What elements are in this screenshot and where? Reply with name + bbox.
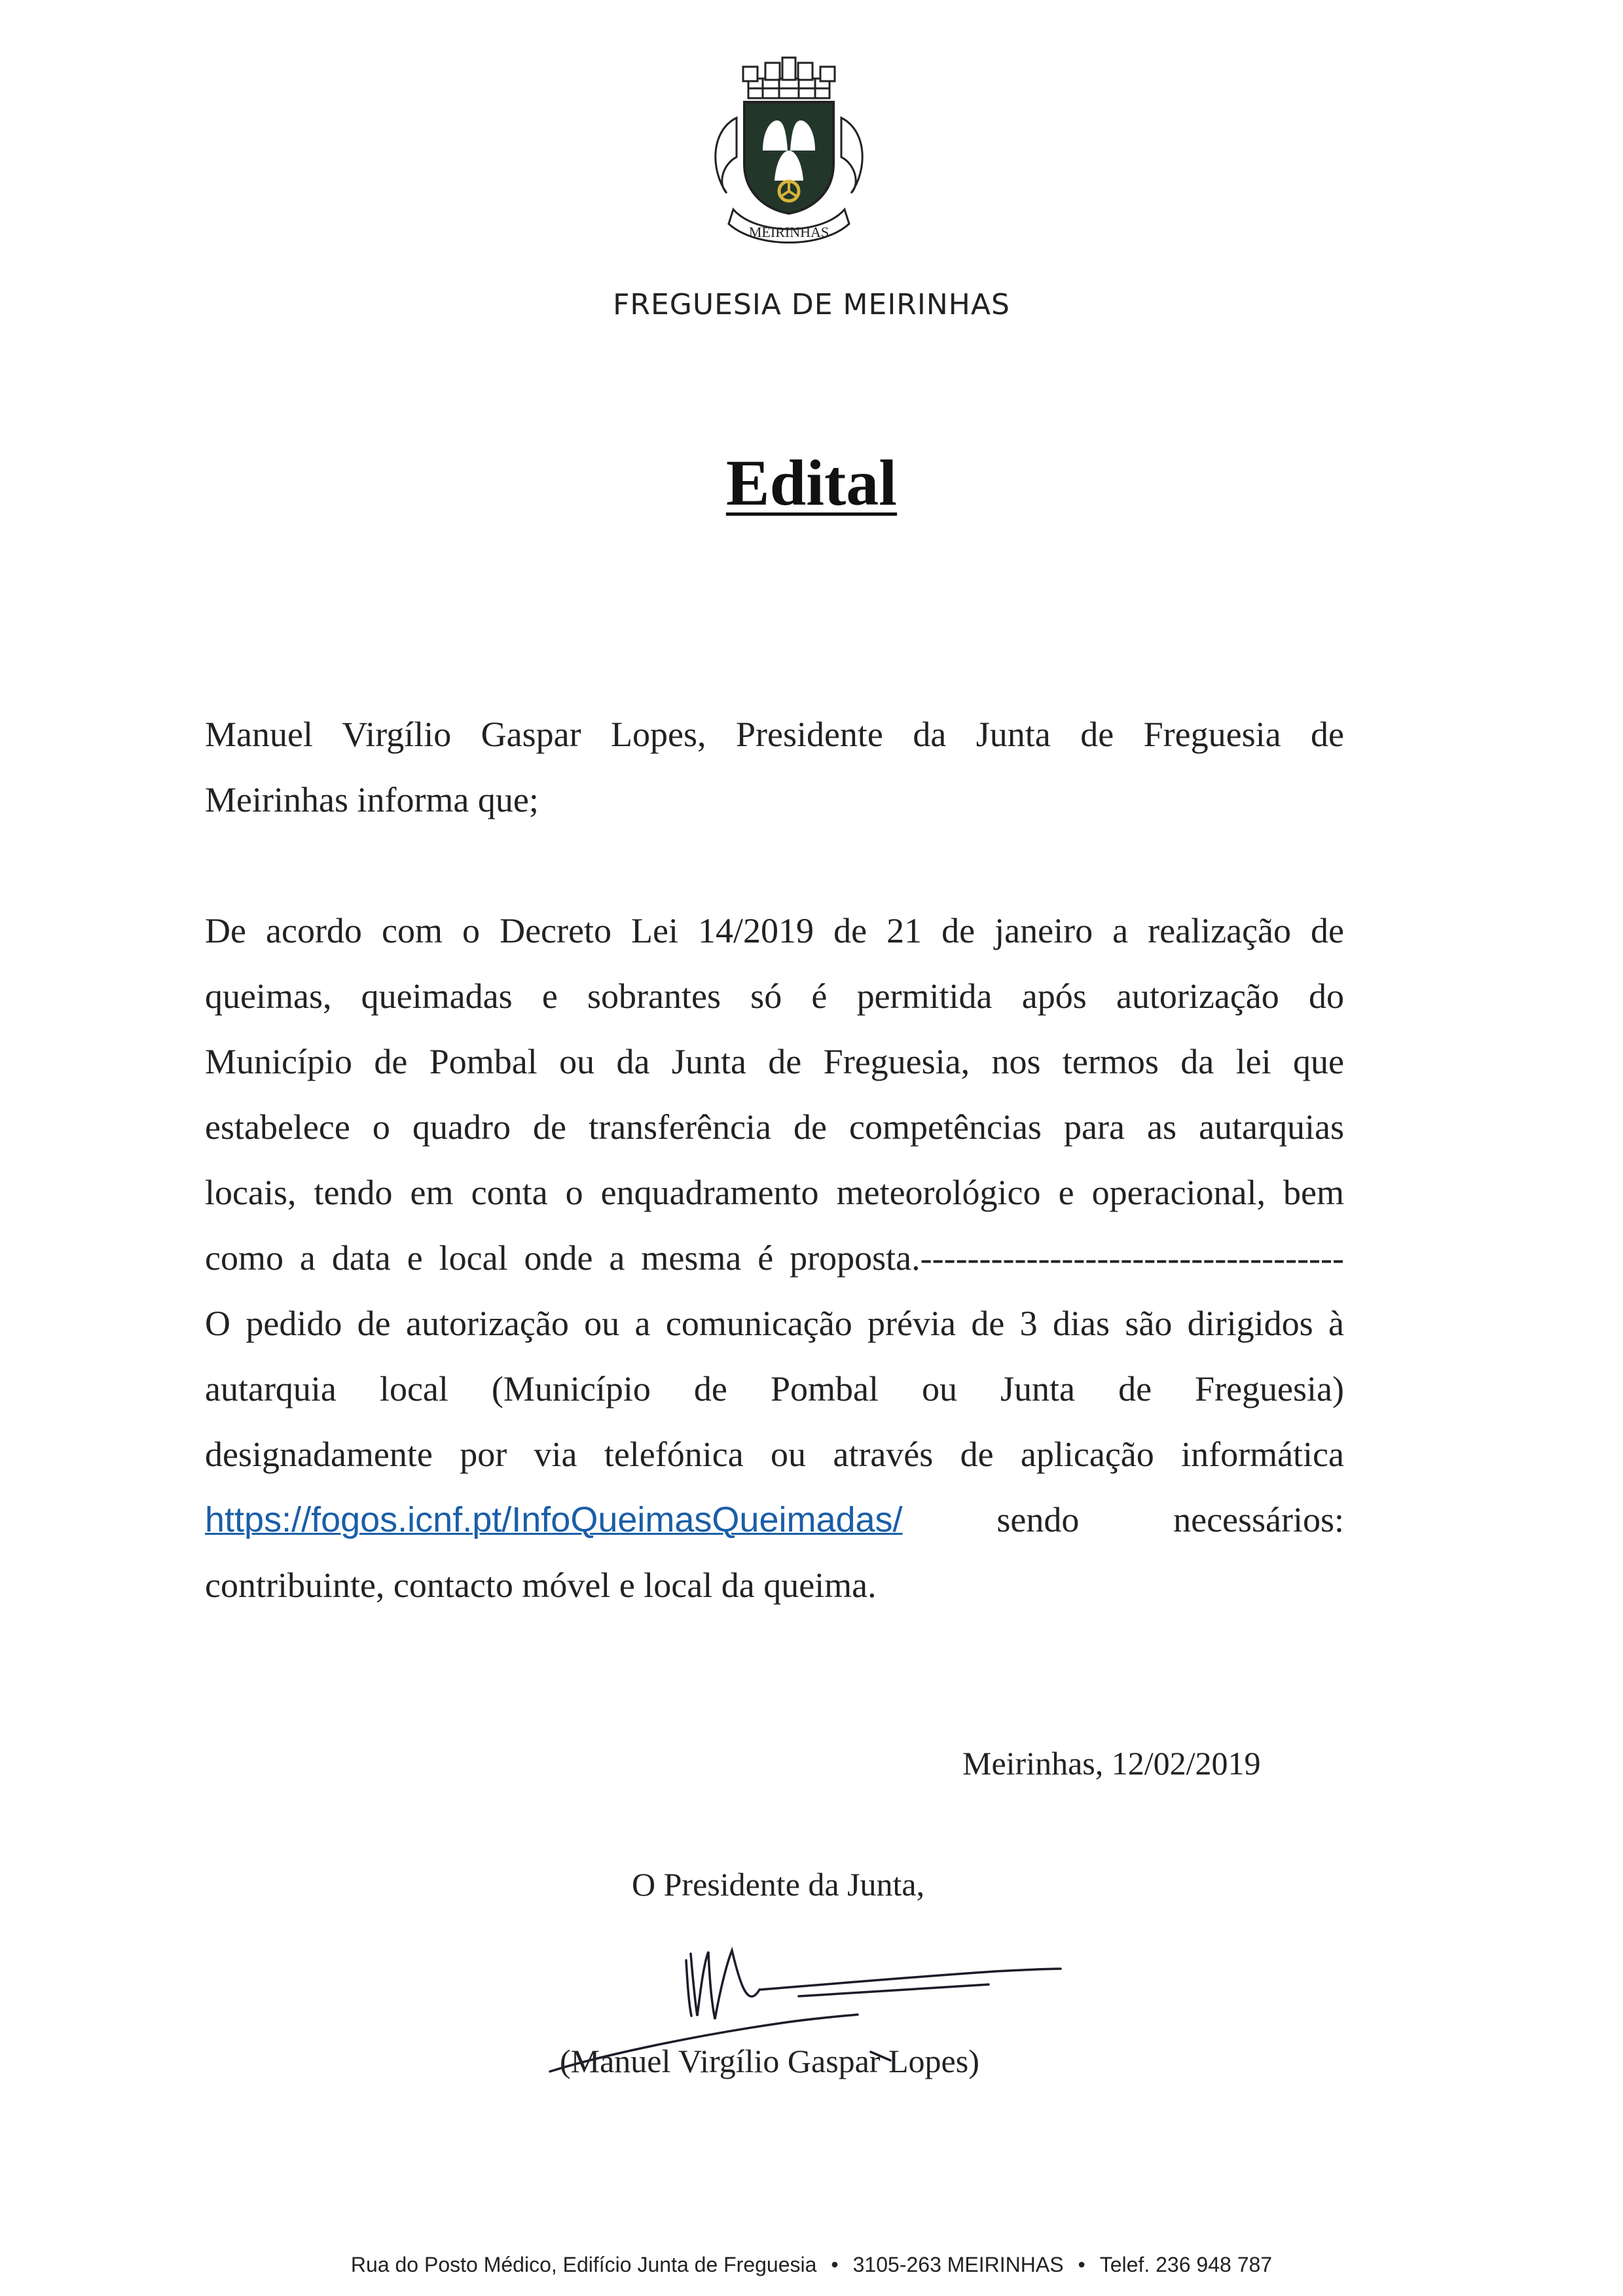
right-scroll	[841, 118, 862, 193]
link-trailing-text: sendo necessários:	[996, 1500, 1345, 1539]
body-line: estabelece o quadro de transferência de competências para as autarquias	[205, 1107, 1344, 1147]
footer-bullet: •	[831, 2253, 839, 2276]
intro-line: Meirinhas informa que;	[205, 780, 539, 819]
body-line: Município de Pombal ou da Junta de Freguesia, nos termos da lei que	[205, 1042, 1344, 1081]
mural-crown	[743, 58, 835, 98]
document-title	[0, 445, 1623, 520]
body-line: De acordo com o Decreto Lei 14/2019 de 21 de janeiro a realização de	[205, 911, 1344, 950]
signatory-role: O Presidente da Junta,	[632, 1866, 925, 1903]
crest-motto: MEIRINHAS	[748, 224, 830, 240]
coat-of-arms	[697, 52, 881, 249]
body-line: designadamente por via telefónica ou através de aplicação informática	[205, 1435, 1344, 1474]
body-line: contribuinte, contacto móvel e local da queima.	[205, 1566, 877, 1605]
body-line: queimas, queimadas e sobrantes só é permitida após autorização do	[205, 977, 1344, 1016]
place-and-date: Meirinhas, 12/02/2019	[962, 1745, 1261, 1782]
body-line: locais, tendo em conta o enquadramento meteorológico e operacional, bem	[205, 1173, 1344, 1212]
footer-contact	[0, 2253, 1623, 2277]
footer-bullet: •	[1078, 2253, 1085, 2276]
intro-paragraph	[205, 702, 1344, 833]
footer-postal: 3105-263 MEIRINHAS	[852, 2253, 1064, 2276]
body-line: O pedido de autorização ou a comunicação prévia de 3 dias são dirigidos à	[205, 1304, 1344, 1343]
footer-phone: Telef. 236 948 787	[1099, 2253, 1273, 2276]
organization-name: FREGUESIA DE MEIRINHAS	[613, 288, 1010, 321]
main-paragraph	[205, 898, 1344, 1618]
intro-line: Manuel Virgílio Gaspar Lopes, Presidente da Junta de Freguesia de	[205, 715, 1344, 754]
body-line: como a data e local onde a mesma é proposta.------------------------------------	[205, 1238, 1344, 1278]
title-text: Edital	[725, 446, 898, 519]
left-scroll	[716, 118, 737, 193]
info-queimas-link[interactable]: https://fogos.icnf.pt/InfoQueimasQueimadas/	[205, 1500, 903, 1539]
body-line-with-link	[205, 1487, 1344, 1552]
footer-address: Rua do Posto Médico, Edifício Junta de Freguesia	[350, 2253, 817, 2276]
signatory-name: (Manuel Virgílio Gaspar Lopes)	[560, 2043, 979, 2079]
body-line: autarquia local (Município de Pombal ou Junta de Freguesia)	[205, 1369, 1344, 1408]
